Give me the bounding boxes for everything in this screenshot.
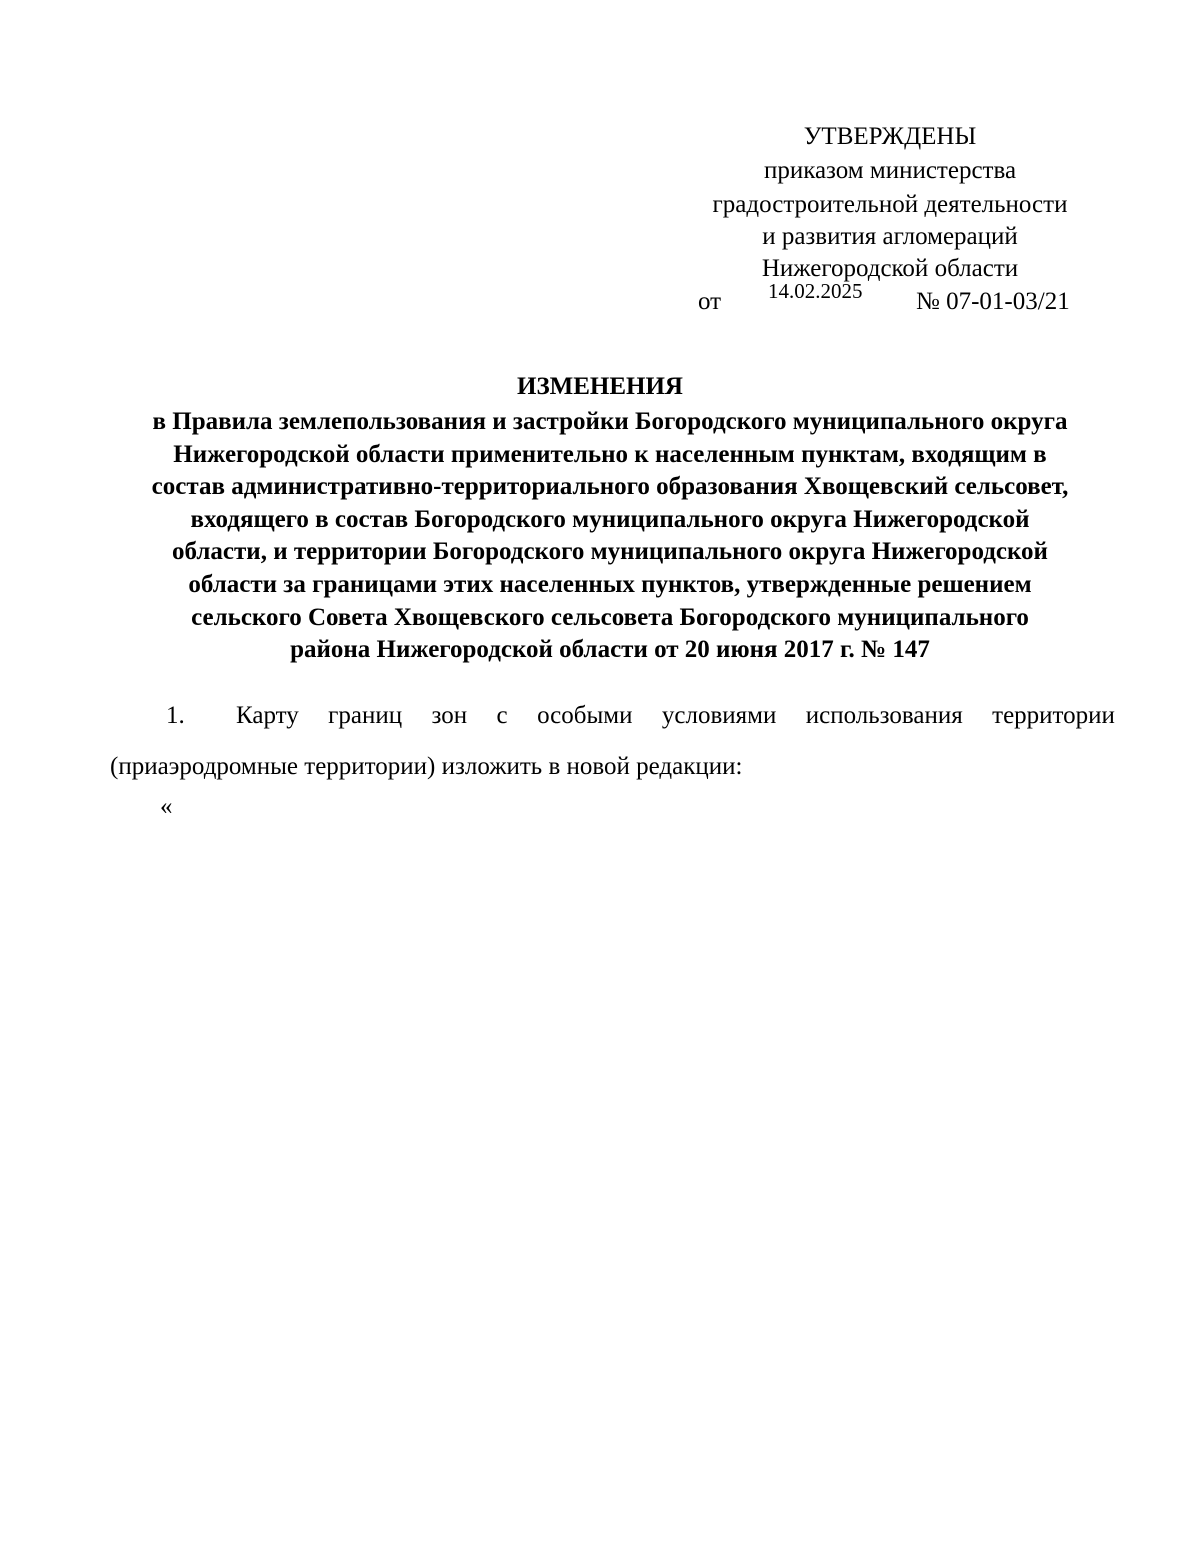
document-subtitle (60, 406, 1160, 667)
approval-line-2: приказом министерства (763, 157, 1017, 184)
item-second-line: (приаэродромные территории) изложить в новой редакции: (110, 753, 743, 780)
subtitle-line: Нижегородской области применительно к населенным пунктам, входящим в (173, 440, 1047, 468)
item-word: особыми (537, 702, 633, 729)
subtitle-line: области за границами этих населенных пунктов, утвержденные решением (188, 570, 1032, 598)
item-first-line (110, 690, 1115, 741)
item-number: 1. (166, 702, 185, 729)
list-item (110, 690, 1115, 792)
approval-line-4: и развития агломераций (762, 223, 1018, 250)
subtitle-line: района Нижегородской области от 20 июня 2017 г. № 147 (290, 636, 930, 664)
subtitle-line: входящего в состав Богородского муниципального округа Нижегородской (190, 505, 1030, 533)
item-word: использования (805, 702, 963, 729)
item-word: границ (328, 702, 403, 729)
subtitle-line: в Правила землепользования и застройки Богородского муниципального округа (152, 408, 1068, 435)
approval-from-label: от (698, 288, 722, 315)
item-words (236, 690, 1115, 741)
approval-line-3: градостроительной деятельности (712, 191, 1068, 218)
approval-line-5: Нижегородской области (761, 255, 1019, 282)
opening-quote-mark: « (160, 793, 173, 820)
item-word: Карту (236, 702, 299, 729)
item-word: зон (431, 702, 468, 729)
item-word: территории (992, 702, 1115, 729)
approval-number: № 07-01-03/21 (916, 288, 1070, 315)
item-word: с (496, 702, 508, 729)
subtitle-line: сельского Совета Хвощевского сельсовета Богородского муниципального (191, 603, 1029, 631)
item-word: условиями (661, 702, 777, 729)
subtitle-line: состав административно-территориального образования Хвощевский сельсовет, (151, 473, 1069, 501)
approval-heading: УТВЕРЖДЕНЫ (803, 123, 977, 150)
document-title: ИЗМЕНЕНИЯ (517, 373, 683, 400)
approval-date: 14.02.2025 (768, 279, 863, 303)
subtitle-line: области, и территории Богородского муниципального округа Нижегородской (172, 538, 1048, 566)
